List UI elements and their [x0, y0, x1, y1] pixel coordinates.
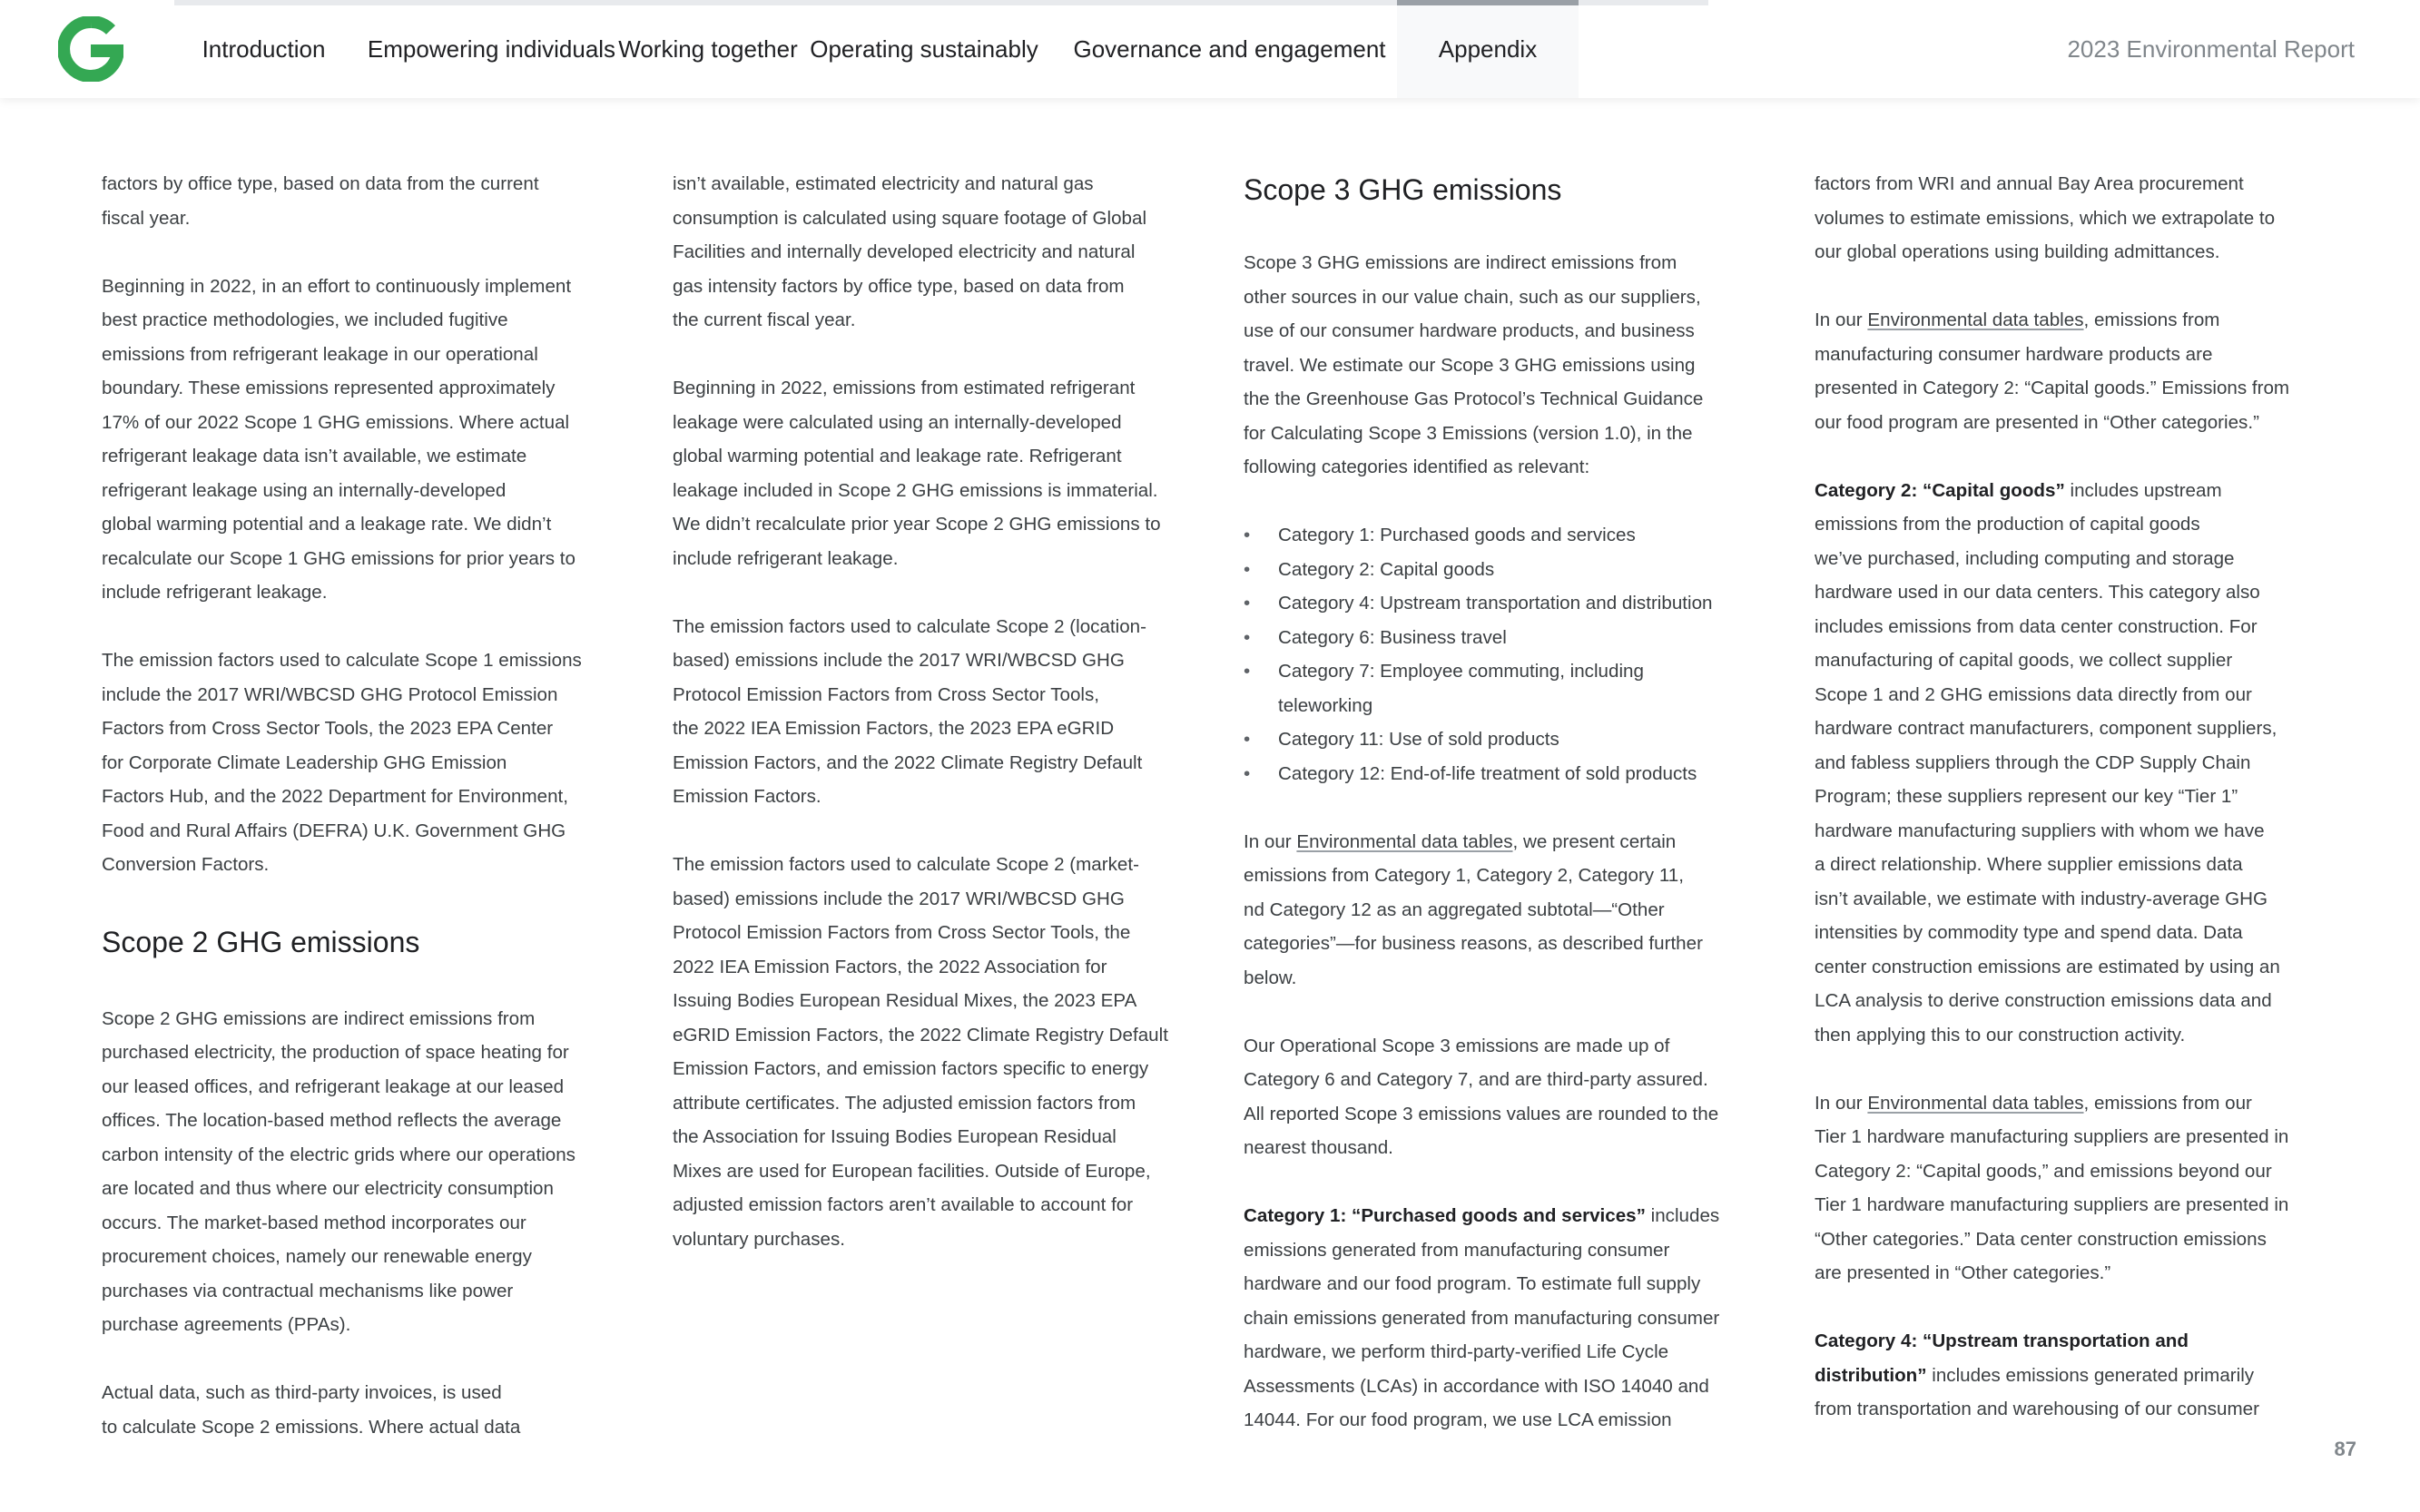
text-line: best practice methodologies, we included fugitive	[102, 309, 508, 330]
text-line: other sources in our value chain, such as our suppliers,	[1244, 286, 1701, 308]
text-line: The emission factors used to calculate Scope 2 (location-	[673, 615, 1146, 637]
text-line: factors by office type, based on data from the current	[102, 173, 539, 194]
text-line: Scope 2 GHG emissions are indirect emissions from	[102, 1007, 536, 1029]
text-line: following categories identified as relevant:	[1244, 457, 1590, 477]
text-line: our global operations using building admittances.	[1815, 241, 2220, 262]
text-line: gas intensity factors by office type, based on data from	[673, 275, 1125, 297]
text-line: Protocol Emission Factors from Cross Sector Tools, the	[673, 922, 1131, 943]
list-item: • Category 2: Capital goods	[1244, 553, 1761, 587]
text-line: “Other categories.” Data center construction emissions	[1815, 1228, 2267, 1250]
text-line: we’ve purchased, including computing and storage	[1815, 547, 2235, 569]
text-line: manufacturing of capital goods, we collect supplier	[1815, 650, 2233, 671]
text-line: the Association for Issuing Bodies European Residual	[673, 1126, 1117, 1147]
text-line: to calculate Scope 2 emissions. Where actual data	[102, 1416, 521, 1438]
text-line: use of our consumer hardware products, and business	[1244, 320, 1695, 341]
text-line: Emission Factors, and emission factors specific to energy	[673, 1058, 1149, 1079]
text-line: Issuing Bodies European Residual Mixes, the 2023 EPA	[673, 990, 1137, 1011]
text-line: leakage were calculated using an internally-developed	[673, 411, 1122, 433]
text-line: emissions from the production of capital goods	[1815, 514, 2200, 535]
text-line: 2022 IEA Emission Factors, the 2022 Association for	[673, 956, 1107, 977]
text-line: refrigerant leakage data isn’t available, we estimate	[102, 446, 527, 466]
text-line: nearest thousand.	[1244, 1137, 1393, 1158]
text-line: boundary. These emissions represented approximately	[102, 378, 556, 398]
text-line: fiscal year.	[102, 207, 191, 229]
text-line: Factors Hub, and the 2022 Department for Environment,	[102, 786, 568, 807]
text-line: the the Greenhouse Gas Protocol’s Technical Guidance	[1244, 388, 1704, 409]
environmental-data-tables-link[interactable]: Environmental data tables	[1867, 1092, 2084, 1114]
text-column-3	[1244, 168, 1761, 1438]
environmental-data-tables-link[interactable]: Environmental data tables	[1296, 830, 1513, 852]
text-line: then applying this to our construction activity.	[1815, 1024, 2186, 1046]
text-line: carbon intensity of the electric grids where our operations	[102, 1144, 575, 1165]
top-navigation-bar	[0, 0, 2420, 98]
nav-appendix[interactable]: Appendix	[1397, 0, 1579, 98]
text-line: We didn’t recalculate prior year Scope 2 GHG emissions to	[673, 514, 1161, 535]
text-line: Food and Rural Affairs (DEFRA) U.K. Government GHG	[102, 820, 566, 841]
text-line: Facilities and internally developed electricity and natural	[673, 241, 1136, 262]
text-line: from transportation and warehousing of our consumer	[1815, 1399, 2259, 1419]
text-line: for Corporate Climate Leadership GHG Emission	[102, 751, 507, 773]
text-line: include refrigerant leakage.	[102, 582, 328, 603]
text-column-1	[102, 167, 619, 1444]
text-line: our food program are presented in “Other categories.”	[1815, 411, 2259, 433]
text-line: consumption is calculated using square footage of Global	[673, 207, 1147, 229]
text-line: Category 2: “Capital goods,” and emissions beyond our	[1815, 1160, 2272, 1182]
text-line: include the 2017 WRI/WBCSD GHG Protocol Emission	[102, 683, 558, 705]
list-item: • Category 11: Use of sold products	[1244, 722, 1761, 757]
google-logo-icon[interactable]	[58, 16, 123, 82]
text-line: procurement choices, namely our renewable energy	[102, 1246, 532, 1267]
nav-empowering-individuals[interactable]: Empowering individuals	[367, 34, 616, 63]
text-line: the 2022 IEA Emission Factors, the 2023 EPA eGRID	[673, 718, 1115, 739]
text-line: global warming potential and a leakage rate. We didn’t	[102, 514, 552, 535]
text-column-4	[1815, 167, 2332, 1427]
text-line: leakage included in Scope 2 GHG emissions is immaterial.	[673, 479, 1158, 501]
text-line: Tier 1 hardware manufacturing suppliers are presented in	[1815, 1126, 2289, 1147]
text-line: Program; these suppliers represent our key “Tier 1”	[1815, 786, 2238, 807]
text-line: Conversion Factors.	[102, 854, 270, 875]
text-line: Emission Factors.	[673, 786, 821, 807]
text-line: intensities by commodity type and spend data. Data	[1815, 922, 2243, 943]
text-line: In our Environmental data tables, emissions from our	[1815, 1092, 2252, 1114]
text-line: presented in Category 2: “Capital goods.” Emissions from	[1815, 378, 2290, 398]
text-line: Factors from Cross Sector Tools, the 2023 EPA Center	[102, 718, 554, 739]
text-line: Scope 3 GHG emissions are indirect emissions from	[1244, 252, 1677, 273]
text-line: purchase agreements (PPAs).	[102, 1314, 351, 1335]
text-line: Scope 1 and 2 GHG emissions data directly from our	[1815, 683, 2252, 705]
text-line: voluntary purchases.	[673, 1228, 846, 1250]
text-line: attribute certificates. The adjusted emission factors from	[673, 1092, 1136, 1114]
text-line: chain emissions generated from manufacturing consumer	[1244, 1307, 1720, 1329]
text-line: Assessments (LCAs) in accordance with ISO 14040 and	[1244, 1375, 1709, 1397]
page-number: 87	[2334, 1438, 2356, 1460]
text-line: include refrigerant leakage.	[673, 547, 899, 569]
text-line: eGRID Emission Factors, the 2022 Climate Registry Default	[673, 1024, 1168, 1046]
text-line: hardware used in our data centers. This category also	[1815, 582, 2260, 603]
text-line: Beginning in 2022, emissions from estimated refrigerant	[673, 378, 1136, 398]
text-line: The emission factors used to calculate Scope 1 emissions	[102, 650, 582, 671]
text-line: 14044. For our food program, we use LCA emission	[1244, 1409, 1672, 1430]
list-item: • Category 12: End-of-life treatment of sold products	[1244, 757, 1761, 791]
list-item: • Category 6: Business travel	[1244, 621, 1761, 655]
text-line: Category 1: “Purchased goods and services” includes	[1244, 1205, 1720, 1226]
text-line: Actual data, such as third-party invoices, is used	[102, 1382, 502, 1403]
text-line: Category 4: “Upstream transportation and	[1815, 1330, 2189, 1351]
text-line: Our Operational Scope 3 emissions are made up of	[1244, 1035, 1670, 1056]
text-line: global warming potential and leakage rate. Refrigerant	[673, 446, 1122, 466]
text-line: isn’t available, estimated electricity and natural gas	[673, 173, 1094, 194]
list-item: • Category 4: Upstream transportation and distribution	[1244, 586, 1761, 621]
text-line: All reported Scope 3 emissions values are rounded to the	[1244, 1103, 1719, 1124]
text-line: In our Environmental data tables, emissions from	[1815, 309, 2220, 330]
text-line: categories”—for business reasons, as described further	[1244, 933, 1703, 954]
text-line: center construction emissions are estimated by using an	[1815, 956, 2280, 977]
text-line: and fabless suppliers through the CDP Supply Chain	[1815, 751, 2251, 773]
text-line: hardware contract manufacturers, component suppliers,	[1815, 718, 2277, 739]
list-item: • Category 1: Purchased goods and services	[1244, 518, 1761, 553]
text-line: hardware manufacturing suppliers with whom we have	[1815, 820, 2265, 841]
scope-2-heading: Scope 2 GHG emissions	[102, 925, 420, 958]
text-line: based) emissions include the 2017 WRI/WBCSD GHG	[673, 888, 1125, 909]
text-line: emissions from refrigerant leakage in our operational	[102, 343, 538, 365]
text-line: are presented in “Other categories.”	[1815, 1262, 2111, 1283]
text-line: adjusted emission factors aren’t available to account for	[673, 1194, 1134, 1215]
text-line: our leased offices, and refrigerant leakage at our leased	[102, 1075, 565, 1097]
section-nav	[174, 0, 1579, 98]
text-line: nd Category 12 as an aggregated subtotal—“Other	[1244, 898, 1665, 920]
text-line: refrigerant leakage using an internally-developed	[102, 479, 507, 501]
text-line: includes emissions from data center construction. For	[1815, 615, 2258, 637]
text-line: distribution” includes emissions generated primarily	[1815, 1364, 2255, 1386]
report-title: 2023 Environmental Report	[2067, 35, 2355, 63]
text-line: isn’t available, we estimate with industry-average GHG	[1815, 888, 2268, 909]
scope-3-category-list	[1244, 518, 1761, 790]
text-line: Beginning in 2022, in an effort to continuously implement	[102, 275, 572, 297]
text-line: a direct relationship. Where supplier emissions data	[1815, 854, 2243, 875]
text-line: recalculate our Scope 1 GHG emissions for prior years to	[102, 547, 575, 569]
text-line: occurs. The market-based method incorporates our	[102, 1212, 526, 1233]
text-line: Category 2: “Capital goods” includes upstream	[1815, 479, 2222, 501]
text-line: volumes to estimate emissions, which we extrapolate to	[1815, 207, 2276, 229]
text-line: Tier 1 hardware manufacturing suppliers are presented in	[1815, 1194, 2289, 1215]
text-line: emissions from Category 1, Category 2, Category 11,	[1244, 865, 1684, 886]
nav-operating-sustainably[interactable]: Operating sustainably	[810, 34, 1038, 63]
text-line: purchased electricity, the production of space heating for	[102, 1042, 569, 1063]
text-line: emissions generated from manufacturing consumer	[1244, 1239, 1670, 1261]
text-line: the current fiscal year.	[673, 309, 856, 330]
list-item: • Category 7: Employee commuting, including teleworking	[1244, 654, 1761, 722]
text-line: hardware and our food program. To estimate full supply	[1244, 1273, 1701, 1294]
text-line: Category 6 and Category 7, and are third-party assured.	[1244, 1069, 1708, 1090]
nav-working-together[interactable]: Working together	[618, 34, 798, 63]
nav-governance-and-engagement[interactable]: Governance and engagement	[1073, 34, 1386, 63]
text-line: Protocol Emission Factors from Cross Sector Tools,	[673, 683, 1099, 705]
nav-introduction[interactable]: Introduction	[202, 34, 326, 63]
text-column-2	[673, 167, 1190, 1256]
text-line: The emission factors used to calculate Scope 2 (market-	[673, 854, 1139, 875]
text-line: below.	[1244, 967, 1297, 988]
text-line: 17% of our 2022 Scope 1 GHG emissions. Where actual	[102, 411, 570, 433]
text-line: based) emissions include the 2017 WRI/WBCSD GHG	[673, 650, 1125, 671]
scope-3-heading: Scope 3 GHG emissions	[1244, 173, 1562, 206]
text-line: hardware, we perform third-party-verified Life Cycle	[1244, 1341, 1669, 1362]
text-line: Mixes are used for European facilities. Outside of Europe,	[673, 1160, 1151, 1182]
text-line: for Calculating Scope 3 Emissions (version 1.0), in the	[1244, 422, 1693, 444]
text-line: travel. We estimate our Scope 3 GHG emissions using	[1244, 354, 1696, 376]
text-line: manufacturing consumer hardware products are	[1815, 343, 2213, 365]
text-line: Emission Factors, and the 2022 Climate Registry Default	[673, 751, 1143, 773]
text-line: are located and thus where our electricity consumption	[102, 1178, 554, 1199]
text-line: offices. The location-based method reflects the average	[102, 1110, 562, 1131]
text-line: factors from WRI and annual Bay Area procurement	[1815, 173, 2244, 194]
environmental-data-tables-link[interactable]: Environmental data tables	[1867, 309, 2084, 330]
text-line: LCA analysis to derive construction emissions data and	[1815, 990, 2272, 1011]
text-line: purchases via contractual mechanisms like power	[102, 1280, 514, 1301]
text-line: In our Environmental data tables, we present certain	[1244, 830, 1677, 852]
